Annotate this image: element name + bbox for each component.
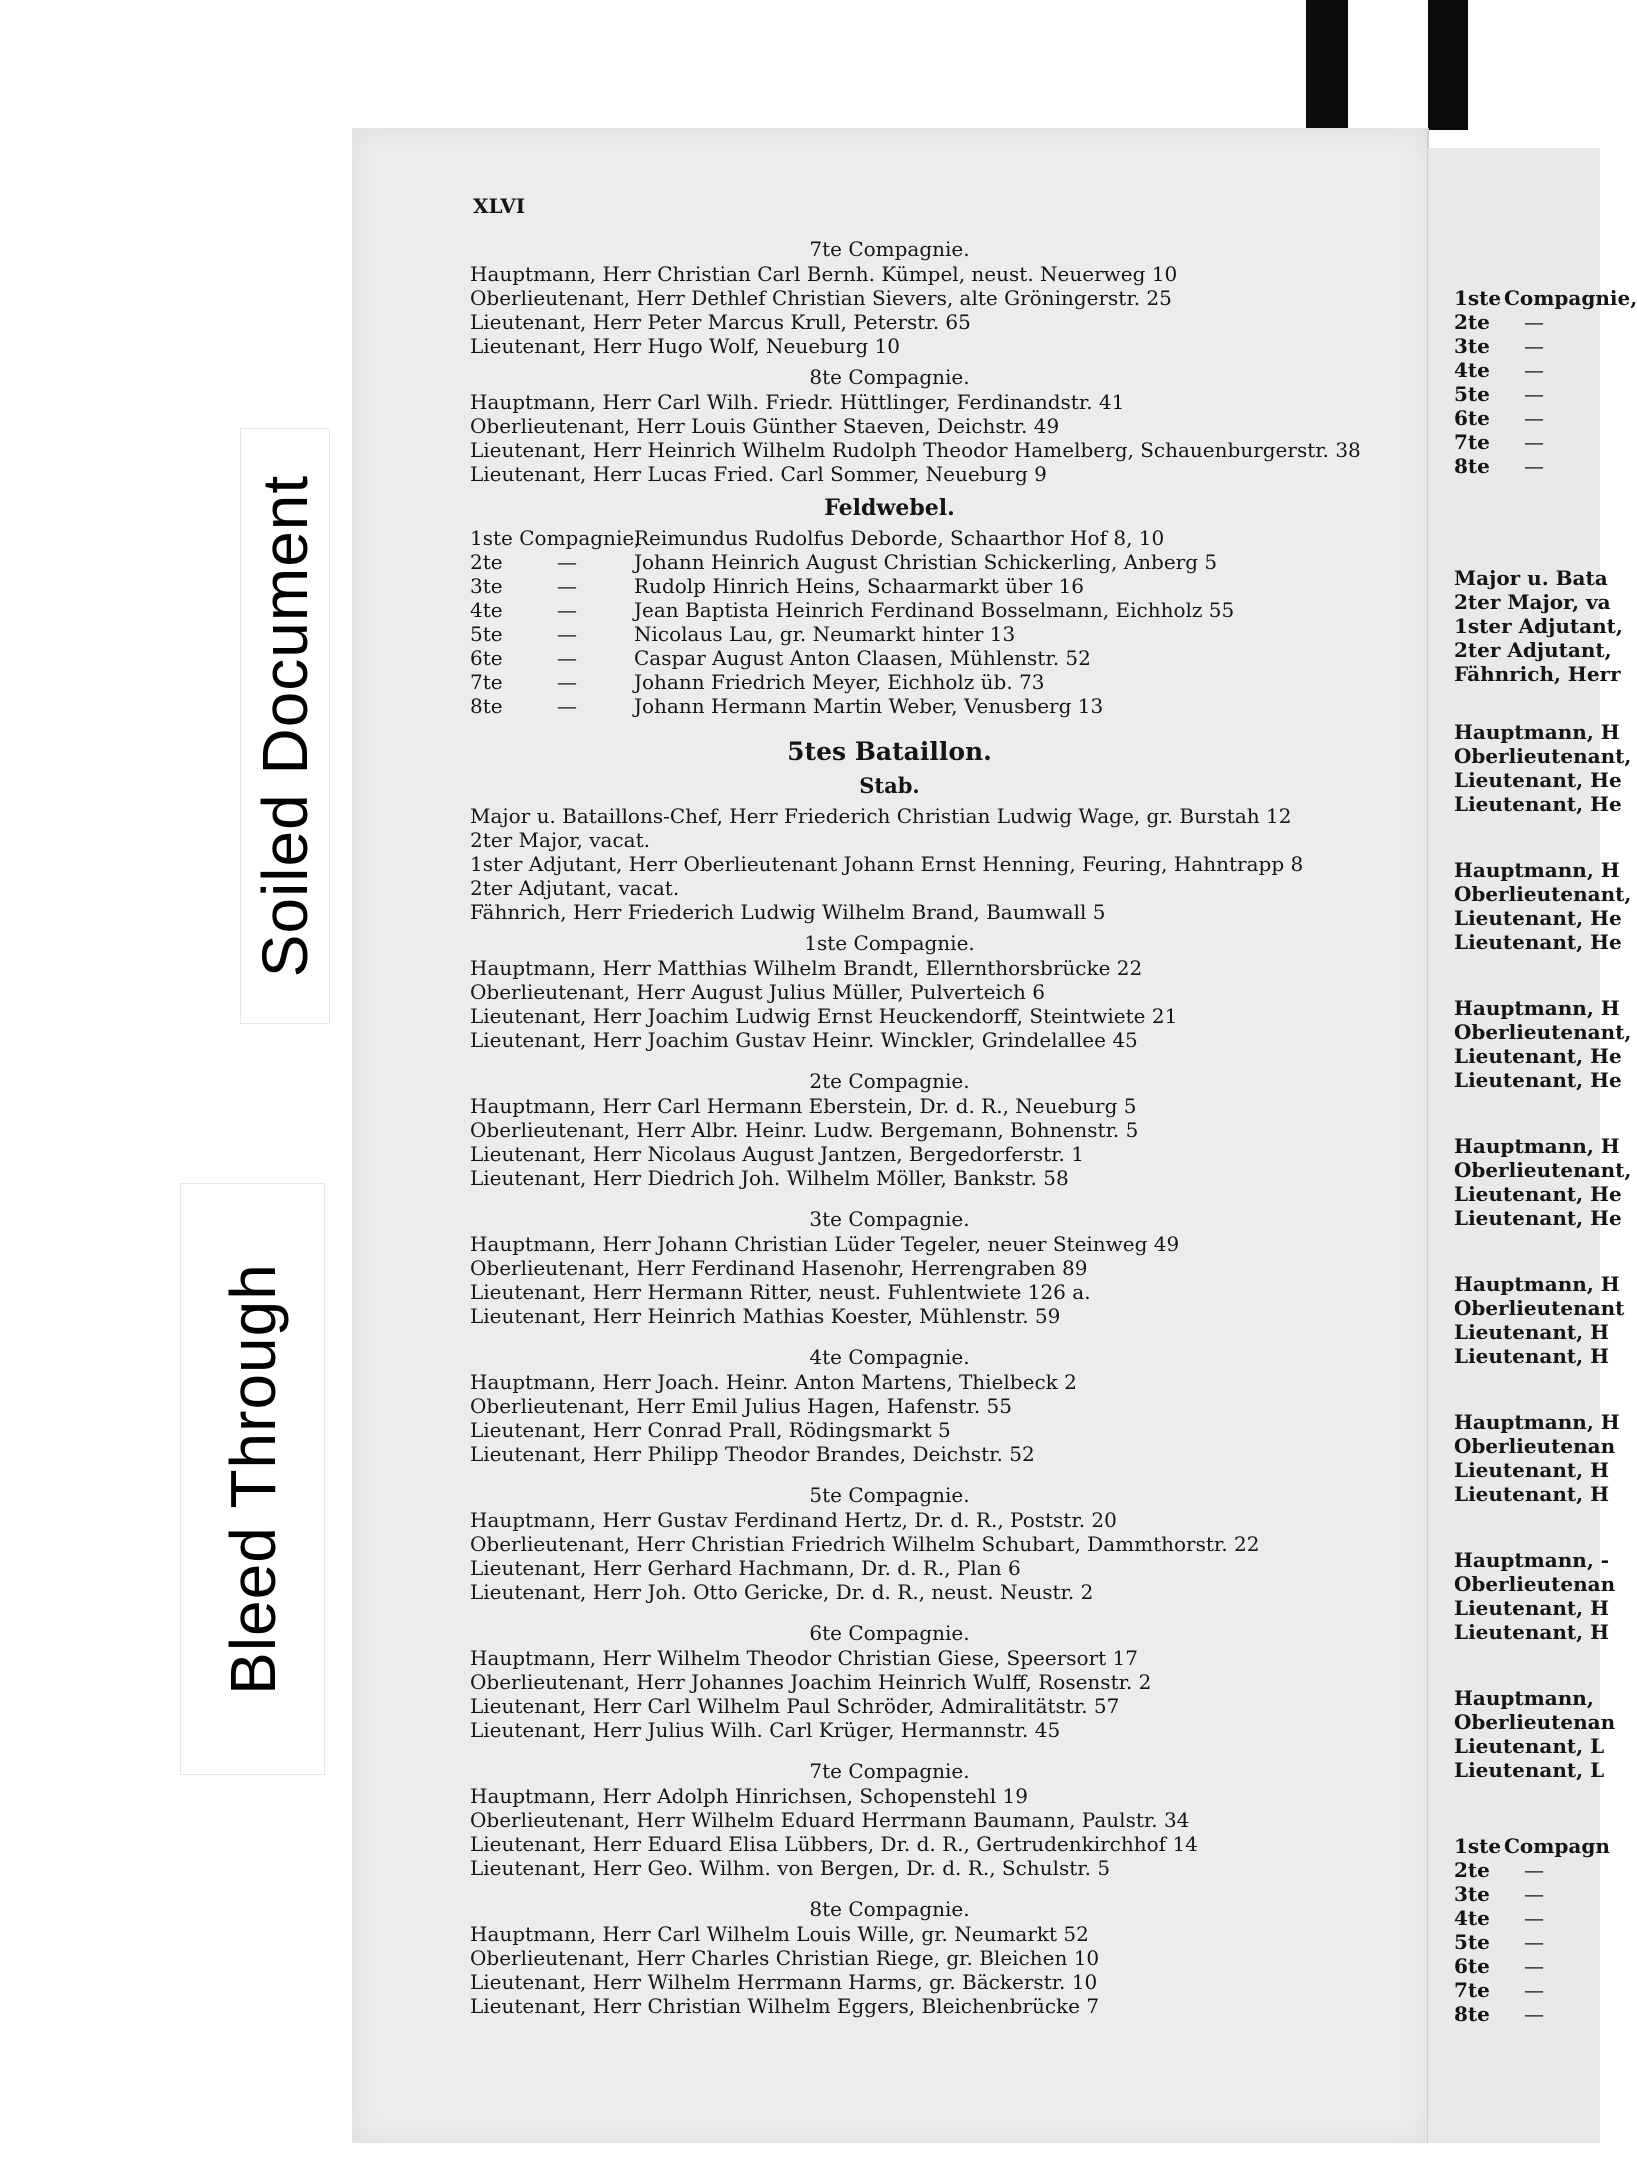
list-item: Oberlieutenant, Herr Louis Günther Staeven, Deichstr. 49 xyxy=(470,414,1060,438)
right-group-line: Oberlieutenant xyxy=(1454,1296,1625,1320)
right-group-line: Lieutenant, H xyxy=(1454,1620,1609,1644)
soiled-document-text: Soiled Document xyxy=(249,474,321,978)
right-stab-line: 2ter Adjutant, xyxy=(1454,638,1612,662)
right-group-line: Hauptmann, - xyxy=(1454,1548,1610,1572)
list-item: Lieutenant, Herr Philipp Theodor Brandes, Deichstr. 52 xyxy=(470,1442,1035,1466)
right-list-tail: — xyxy=(1524,1978,1544,2002)
right-group-line: Oberlieutenant, xyxy=(1454,1158,1632,1182)
right-group-line: Oberlieutenan xyxy=(1454,1710,1616,1734)
right-page xyxy=(1428,148,1637,2143)
right-group-line: Lieutenant, L xyxy=(1454,1758,1605,1782)
list-item: Oberlieutenant, Herr Ferdinand Hasenohr, Herrengraben 89 xyxy=(470,1256,1088,1280)
spine-shadow-right xyxy=(1428,0,1468,130)
list-item: Oberlieutenant, Herr Albr. Heinr. Ludw. Bergemann, Bohnenstr. 5 xyxy=(470,1118,1139,1142)
list-item: Lieutenant, Herr Wilhelm Herrmann Harms, gr. Bäckerstr. 10 xyxy=(470,1970,1098,1994)
list-item: Lieutenant, Herr Hugo Wolf, Neueburg 10 xyxy=(470,334,900,358)
right-group-line: Oberlieutenant, xyxy=(1454,744,1632,768)
list-item: Lieutenant, Herr Heinrich Wilhelm Rudolph Theodor Hamelberg, Schauenburgerstr. 38 xyxy=(470,438,1361,462)
stab-line: 1ster Adjutant, Herr Oberlieutenant Johann Ernst Henning, Feuring, Hahntrapp 8 xyxy=(470,852,1304,876)
feldwebel-comp: 5te xyxy=(470,622,503,646)
list-item: Hauptmann, Herr Joach. Heinr. Anton Martens, Thielbeck 2 xyxy=(470,1370,1077,1394)
feldwebel-heading: Feldwebel. xyxy=(824,495,955,521)
right-group-line: Lieutenant, He xyxy=(1454,1206,1622,1230)
stab-line: Major u. Bataillons-Chef, Herr Friederich Christian Ludwig Wage, gr. Burstah 12 xyxy=(470,804,1292,828)
right-list-comp: 2te xyxy=(1454,310,1490,334)
list-item: Oberlieutenant, Herr August Julius Müller, Pulverteich 6 xyxy=(470,980,1045,1004)
list-item: Hauptmann, Herr Carl Hermann Eberstein, Dr. d. R., Neueburg 5 xyxy=(470,1094,1137,1118)
feldwebel-dash: — xyxy=(557,574,577,598)
list-item: Hauptmann, Herr Johann Christian Lüder Tegeler, neuer Steinweg 49 xyxy=(470,1232,1180,1256)
soiled-document-label xyxy=(240,428,330,1024)
right-list-comp: 7te xyxy=(1454,430,1490,454)
right-list-comp: 6te xyxy=(1454,1954,1490,1978)
right-list-comp: 4te xyxy=(1454,358,1490,382)
right-list-tail: — xyxy=(1524,430,1544,454)
right-group-line: Lieutenant, He xyxy=(1454,768,1622,792)
list-item: Lieutenant, Herr Peter Marcus Krull, Peterstr. 65 xyxy=(470,310,971,334)
list-item: Lieutenant, Herr Diedrich Joh. Wilhelm Möller, Bankstr. 58 xyxy=(470,1166,1069,1190)
company-heading: 4te Compagnie. xyxy=(809,1345,970,1369)
right-list-tail: Compagn xyxy=(1504,1834,1610,1858)
list-item: Hauptmann, Herr Gustav Ferdinand Hertz, Dr. d. R., Poststr. 20 xyxy=(470,1508,1117,1532)
company-heading: 1ste Compagnie. xyxy=(804,931,975,955)
right-list-tail: — xyxy=(1524,1906,1544,1930)
right-group-line: Lieutenant, H xyxy=(1454,1344,1609,1368)
right-group-line: Lieutenant, H xyxy=(1454,1458,1609,1482)
list-item: Oberlieutenant, Herr Johannes Joachim Heinrich Wulff, Rosenstr. 2 xyxy=(470,1670,1152,1694)
right-list-tail: — xyxy=(1524,1858,1544,1882)
list-item: Lieutenant, Herr Nicolaus August Jantzen, Bergedorferstr. 1 xyxy=(470,1142,1084,1166)
section-heading: 7te Compagnie. xyxy=(809,237,970,261)
list-item: Hauptmann, Herr Carl Wilh. Friedr. Hüttlinger, Ferdinandstr. 41 xyxy=(470,390,1125,414)
company-heading: 6te Compagnie. xyxy=(809,1621,970,1645)
list-item: Hauptmann, Herr Wilhelm Theodor Christian Giese, Speersort 17 xyxy=(470,1646,1138,1670)
right-list-comp: 1ste xyxy=(1454,1834,1502,1858)
company-heading: 7te Compagnie. xyxy=(809,1759,970,1783)
right-list-comp: 3te xyxy=(1454,1882,1490,1906)
bataillon-title: 5tes Bataillon. xyxy=(787,737,992,766)
list-item: Hauptmann, Herr Christian Carl Bernh. Kümpel, neust. Neuerweg 10 xyxy=(470,262,1178,286)
right-group-line: Lieutenant, He xyxy=(1454,1068,1622,1092)
right-list-tail: — xyxy=(1524,382,1544,406)
right-list-comp: 7te xyxy=(1454,1978,1490,2002)
right-list-comp: 8te xyxy=(1454,2002,1490,2026)
feldwebel-dash: — xyxy=(557,694,577,718)
list-item: Lieutenant, Herr Geo. Wilhm. von Bergen, Dr. d. R., Schulstr. 5 xyxy=(470,1856,1111,1880)
feldwebel-comp: 3te xyxy=(470,574,503,598)
right-list-comp: 5te xyxy=(1454,1930,1490,1954)
list-item: Lieutenant, Herr Joachim Ludwig Ernst Heuckendorff, Steintwiete 21 xyxy=(470,1004,1178,1028)
list-item: Lieutenant, Herr Hermann Ritter, neust. Fuhlentwiete 126 a. xyxy=(470,1280,1091,1304)
feldwebel-comp: 6te xyxy=(470,646,503,670)
right-group-line: Oberlieutenan xyxy=(1454,1434,1616,1458)
right-list-tail: — xyxy=(1524,358,1544,382)
list-item: Hauptmann, Herr Carl Wilhelm Louis Wille, gr. Neumarkt 52 xyxy=(470,1922,1089,1946)
feldwebel-dash: — xyxy=(557,598,577,622)
feldwebel-comp: 4te xyxy=(470,598,503,622)
right-group-line: Lieutenant, L xyxy=(1454,1734,1605,1758)
right-group-line: Oberlieutenant, xyxy=(1454,882,1632,906)
right-list-tail: — xyxy=(1524,334,1544,358)
feldwebel-name: Johann Heinrich August Christian Schickerling, Anberg 5 xyxy=(634,550,1218,574)
right-group-line: Hauptmann, xyxy=(1454,1686,1594,1710)
right-group-line: Hauptmann, H xyxy=(1454,1134,1620,1158)
right-group-line: Lieutenant, H xyxy=(1454,1596,1609,1620)
feldwebel-comp: 8te xyxy=(470,694,503,718)
right-list-comp: 4te xyxy=(1454,1906,1490,1930)
feldwebel-dash: — xyxy=(557,550,577,574)
company-heading: 5te Compagnie. xyxy=(809,1483,970,1507)
left-page xyxy=(352,128,1427,2143)
stab-heading: Stab. xyxy=(859,773,920,798)
feldwebel-comp: 1ste Compagnie, xyxy=(470,526,641,550)
right-group-line: Hauptmann, H xyxy=(1454,996,1620,1020)
feldwebel-name: Johann Hermann Martin Weber, Venusberg 13 xyxy=(634,694,1104,718)
list-item: Hauptmann, Herr Matthias Wilhelm Brandt, Ellernthorsbrücke 22 xyxy=(470,956,1143,980)
list-item: Lieutenant, Herr Heinrich Mathias Koester, Mühlenstr. 59 xyxy=(470,1304,1061,1328)
stab-line: 2ter Major, vacat. xyxy=(470,828,650,852)
right-list-tail: — xyxy=(1524,2002,1544,2026)
section-heading: 8te Compagnie. xyxy=(809,365,970,389)
feldwebel-dash: — xyxy=(557,670,577,694)
right-list-tail: — xyxy=(1524,1882,1544,1906)
right-list-comp: 6te xyxy=(1454,406,1490,430)
list-item: Lieutenant, Herr Christian Wilhelm Eggers, Bleichenbrücke 7 xyxy=(470,1994,1100,2018)
company-heading: 3te Compagnie. xyxy=(809,1207,970,1231)
right-group-line: Hauptmann, H xyxy=(1454,1272,1620,1296)
list-item: Lieutenant, Herr Gerhard Hachmann, Dr. d. R., Plan 6 xyxy=(470,1556,1021,1580)
right-group-line: Oberlieutenant, xyxy=(1454,1020,1632,1044)
bleed-through-label xyxy=(180,1183,325,1775)
feldwebel-comp: 7te xyxy=(470,670,503,694)
right-group-line: Oberlieutenan xyxy=(1454,1572,1616,1596)
right-group-line: Lieutenant, H xyxy=(1454,1482,1609,1506)
list-item: Hauptmann, Herr Adolph Hinrichsen, Schopenstehl 19 xyxy=(470,1784,1028,1808)
list-item: Lieutenant, Herr Conrad Prall, Rödingsmarkt 5 xyxy=(470,1418,951,1442)
right-list-tail: Compagnie, xyxy=(1504,286,1637,310)
feldwebel-name: Caspar August Anton Claasen, Mühlenstr. 52 xyxy=(634,646,1091,670)
bleed-through-text: Bleed Through xyxy=(216,1263,289,1695)
stab-line: 2ter Adjutant, vacat. xyxy=(470,876,680,900)
right-list-comp: 1ste xyxy=(1454,286,1502,310)
list-item: Oberlieutenant, Herr Charles Christian Riege, gr. Bleichen 10 xyxy=(470,1946,1100,1970)
list-item: Lieutenant, Herr Carl Wilhelm Paul Schröder, Admiralitätstr. 57 xyxy=(470,1694,1120,1718)
feldwebel-dash: — xyxy=(557,646,577,670)
list-item: Oberlieutenant, Herr Dethlef Christian Sievers, alte Gröningerstr. 25 xyxy=(470,286,1172,310)
right-group-line: Lieutenant, H xyxy=(1454,1320,1609,1344)
list-item: Lieutenant, Herr Lucas Fried. Carl Sommer, Neueburg 9 xyxy=(470,462,1047,486)
company-heading: 2te Compagnie. xyxy=(809,1069,970,1093)
right-stab-line: Major u. Bata xyxy=(1454,566,1608,590)
right-list-tail: — xyxy=(1524,454,1544,478)
feldwebel-name: Reimundus Rudolfus Deborde, Schaarthor Hof 8, 10 xyxy=(634,526,1165,550)
right-list-tail: — xyxy=(1524,406,1544,430)
right-group-line: Lieutenant, He xyxy=(1454,792,1622,816)
right-list-comp: 3te xyxy=(1454,334,1490,358)
feldwebel-dash: — xyxy=(557,622,577,646)
right-group-line: Hauptmann, H xyxy=(1454,720,1620,744)
feldwebel-name: Rudolp Hinrich Heins, Schaarmarkt über 16 xyxy=(634,574,1085,598)
right-list-tail: — xyxy=(1524,310,1544,334)
right-list-tail: — xyxy=(1524,1954,1544,1978)
list-item: Oberlieutenant, Herr Christian Friedrich Wilhelm Schubart, Dammthorstr. 22 xyxy=(470,1532,1260,1556)
right-group-line: Lieutenant, He xyxy=(1454,1044,1622,1068)
feldwebel-name: Johann Friedrich Meyer, Eichholz üb. 73 xyxy=(634,670,1045,694)
right-list-tail: — xyxy=(1524,1930,1544,1954)
right-list-comp: 2te xyxy=(1454,1858,1490,1882)
right-stab-line: 1ster Adjutant, xyxy=(1454,614,1623,638)
right-stab-line: Fähnrich, Herr xyxy=(1454,662,1621,686)
list-item: Lieutenant, Herr Joh. Otto Gericke, Dr. d. R., neust. Neustr. 2 xyxy=(470,1580,1094,1604)
list-item: Oberlieutenant, Herr Emil Julius Hagen, Hafenstr. 55 xyxy=(470,1394,1012,1418)
right-stab-line: 2ter Major, va xyxy=(1454,590,1611,614)
feldwebel-comp: 2te xyxy=(470,550,503,574)
right-group-line: Lieutenant, He xyxy=(1454,1182,1622,1206)
list-item: Oberlieutenant, Herr Wilhelm Eduard Herrmann Baumann, Paulstr. 34 xyxy=(470,1808,1190,1832)
right-group-line: Lieutenant, He xyxy=(1454,906,1622,930)
stab-line: Fähnrich, Herr Friederich Ludwig Wilhelm Brand, Baumwall 5 xyxy=(470,900,1106,924)
company-heading: 8te Compagnie. xyxy=(809,1897,970,1921)
right-list-comp: 8te xyxy=(1454,454,1490,478)
feldwebel-name: Nicolaus Lau, gr. Neumarkt hinter 13 xyxy=(634,622,1016,646)
page-number: XLVI xyxy=(473,194,526,218)
right-group-line: Lieutenant, He xyxy=(1454,930,1622,954)
list-item: Lieutenant, Herr Joachim Gustav Heinr. Winckler, Grindelallee 45 xyxy=(470,1028,1138,1052)
right-group-line: Hauptmann, H xyxy=(1454,1410,1620,1434)
list-item: Lieutenant, Herr Eduard Elisa Lübbers, Dr. d. R., Gertrudenkirchhof 14 xyxy=(470,1832,1198,1856)
list-item: Lieutenant, Herr Julius Wilh. Carl Krüger, Hermannstr. 45 xyxy=(470,1718,1061,1742)
feldwebel-name: Jean Baptista Heinrich Ferdinand Bosselmann, Eichholz 55 xyxy=(634,598,1235,622)
right-group-line: Hauptmann, H xyxy=(1454,858,1620,882)
right-list-comp: 5te xyxy=(1454,382,1490,406)
